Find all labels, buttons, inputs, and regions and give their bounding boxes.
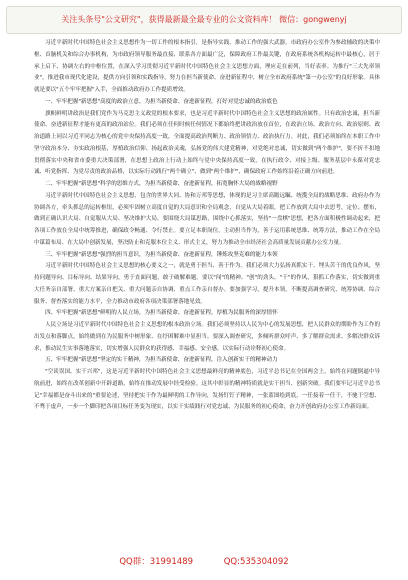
promo-banner-text: 关注头条号"公文研究"，获得最新最全最专业的公文资料库！ 微信：gongwenyj xyxy=(61,15,347,24)
section-heading-2: 二、牢牢把握"新思想"科学的思维方式，为担当新使命、奋进新征程，拓宽胸怀大局的战略视野 xyxy=(45,181,278,187)
paragraph: 习近平新时代中国特色社会主义思想的核心要义之一，就是勇于担当、善于作为。我们必须大力弘扬真抓实干、埋头苦干的优良作风，坚持问题导向、目标导向、结果导向，勇于直面问题，敢于破解难题。要以"闯"的精神、"创"的劲头、"干"的作风，狠抓工作落实，切实做到重大任务亲自部署、重大方案亲自把关、重大问题亲自协调、重点工作亲自督办。要加强学习，提升本领，不断提高调查研究、统筹协调、综合服务、督查落实的能力水平，全力推动市政府各项决策部署落地见效。 xyxy=(34,263,380,305)
qq-text: QQ:535304092 xyxy=(223,557,289,567)
section-heading-5: 五、牢牢把握"新思想"坚定的实干精神，为担当新使命、奋进新征程，注入创新实干的精神动力 xyxy=(45,357,278,364)
contact-footer xyxy=(0,554,408,570)
qq-group-text: QQ群：31991489 xyxy=(119,557,194,567)
section-heading-3: 三、牢牢把握"新思想"强烈的担当意识，为担当新使命、奋进新征程，锤炼攻坚克难的能力本领 xyxy=(45,251,278,258)
paragraph: "空谈误国、实干兴邦"，这是习近平新时代中国特色社会主义思想最鲜亮的精神底色，习近平总书记在全国两会上，始终在问题倒逼中导航前进，始终在改革创新中开辟道路，始终在推动发展中经受检验。这其中彰显的精神特质就是实干担当、创新突破。我们要牢记习近平总书记"幸福都是奋斗出来的"重要论述，坚持把实干作为最鲜明的工作导向，发扬钉钉子精神，一张蓝图绘到底，一任接着一任干，不驰于空想、不骛于虚声，一步一个脚印把各项目标任务变为现实，以实干实绩践行对党忠诚、为民服务的初心使命，奋力开创政府办公室工作新局面。 xyxy=(34,369,380,411)
paragraph: 旗帜鲜明讲政治是我们党作为马克思主义政党的根本要求，也是习近平新时代中国特色社会主义思想的政治属性。只有政治忠诚，担当新使命、奋进新征程才能有更高的政治站位。我们必须在任何时候任何情况下都始终把讲政治放在首位，在政治立场、政治方向、政治原则、政治道路上同以习近平同志为核心的党中央保持高度一致，全面提高政治判断力、政治领悟力、政治执行力。对此，我们必须始终在本职工作中坚守政治本分、夯实政治根基，厚植政治信仰、扬起政治灵魂，弘扬党的伟大建党精神，对党绝对忠诚，切实做到"两个维护"，要不折不扣地贯彻落实中央和省市委重大决策部署，在思想上政治上行动上始终与党中央保持高度一致，在执行政令、对接上级、服务基层中永葆对党忠诚、听党指挥、为党尽责的政治品格，以实际行动践行"两个确立"、做到"两个维护"，确保政府工作始终沿着正确方向前进。 xyxy=(34,110,380,176)
paragraph: 习近平新时代中国特色社会主义思想，包含的世界大同、协和万邦等思想，体现的是习主席高瞻远瞩、统揽全局的战略思维、政府办作为协调各方，牵头抓总的运转枢纽，必须牢固树立高度自觉的大局意识和全局观念，自觉从大局着眼，把工作放到大局中去思考，定位、摆布，做到正确认识大局、自觉服从大局、坚决维护大局。要围绕大局谋思路，围绕中心抓落实，坚持"一盘棋"思想，把各方面积极性调动起来，把各项工作放在全局中统筹推进，确保政令畅通、令行禁止。要立足本职岗位，主动担当作为，善于运用系统思维、统筹方法，推动工作在全局中谋篇布局、在大局中创新发展，坚决防止和克服本位主义、形式主义，努力为推动全市经济社会高质量发展贡献办公室力量。 xyxy=(34,192,380,246)
paragraph: 习近平新时代中国特色社会主义思想作为一切工作的根本指引，是指导实践、推动工作的强大武器。市政府办公室作为参政辅政的决策中枢、首脑机关和综合办事机构，为市政府领导服务最直接、联系各方面最广泛，保障政府工作最关键，在政府系统各机构运转中最核心，居于承上启下、协调左右的中枢位置，在深入学习贯彻习近平新时代中国特色社会主义思想方面，理应走在前列，当好表率。为推行"三大先率领业"，推进我市现代化建设，提供方向引领和实践指导，努力在担当新使命、奋进新征程中，树立全市政府系统"第一办公室"的良好形象。具体就是要以"五个牢牢把握"入手，全面推动政府办工作提质增效。 xyxy=(34,40,380,93)
document-body xyxy=(34,38,380,544)
section-heading-4: 四、牢牢把握"新思想"鲜明的人民立场，为担当新使命、奋进新征程，厚植为民服务的深厚情怀 xyxy=(45,310,278,317)
promo-banner xyxy=(6,6,402,34)
paragraph: 人民立场是习近平新时代中国特色社会主义思想的根本政治立场。我们必须坚持以人民为中心的发展思想，把人民群众的期盼作为工作的出发点和落脚点，始终做到在为民服务中树形象、在纾困解难中显担当。要深入调查研究，多倾听群众呼声、多了解群众需求、多解决群众诉求，推动民生实事落地落实，切实增强人民群众的获得感、幸福感、安全感，以实际行动诠释初心使命。 xyxy=(34,322,380,352)
section-heading-1: 一、牢牢把握"新思想"高度的政治立意，为担当新使命、奋进新征程，打好对党忠诚的政治底色 xyxy=(45,98,278,105)
